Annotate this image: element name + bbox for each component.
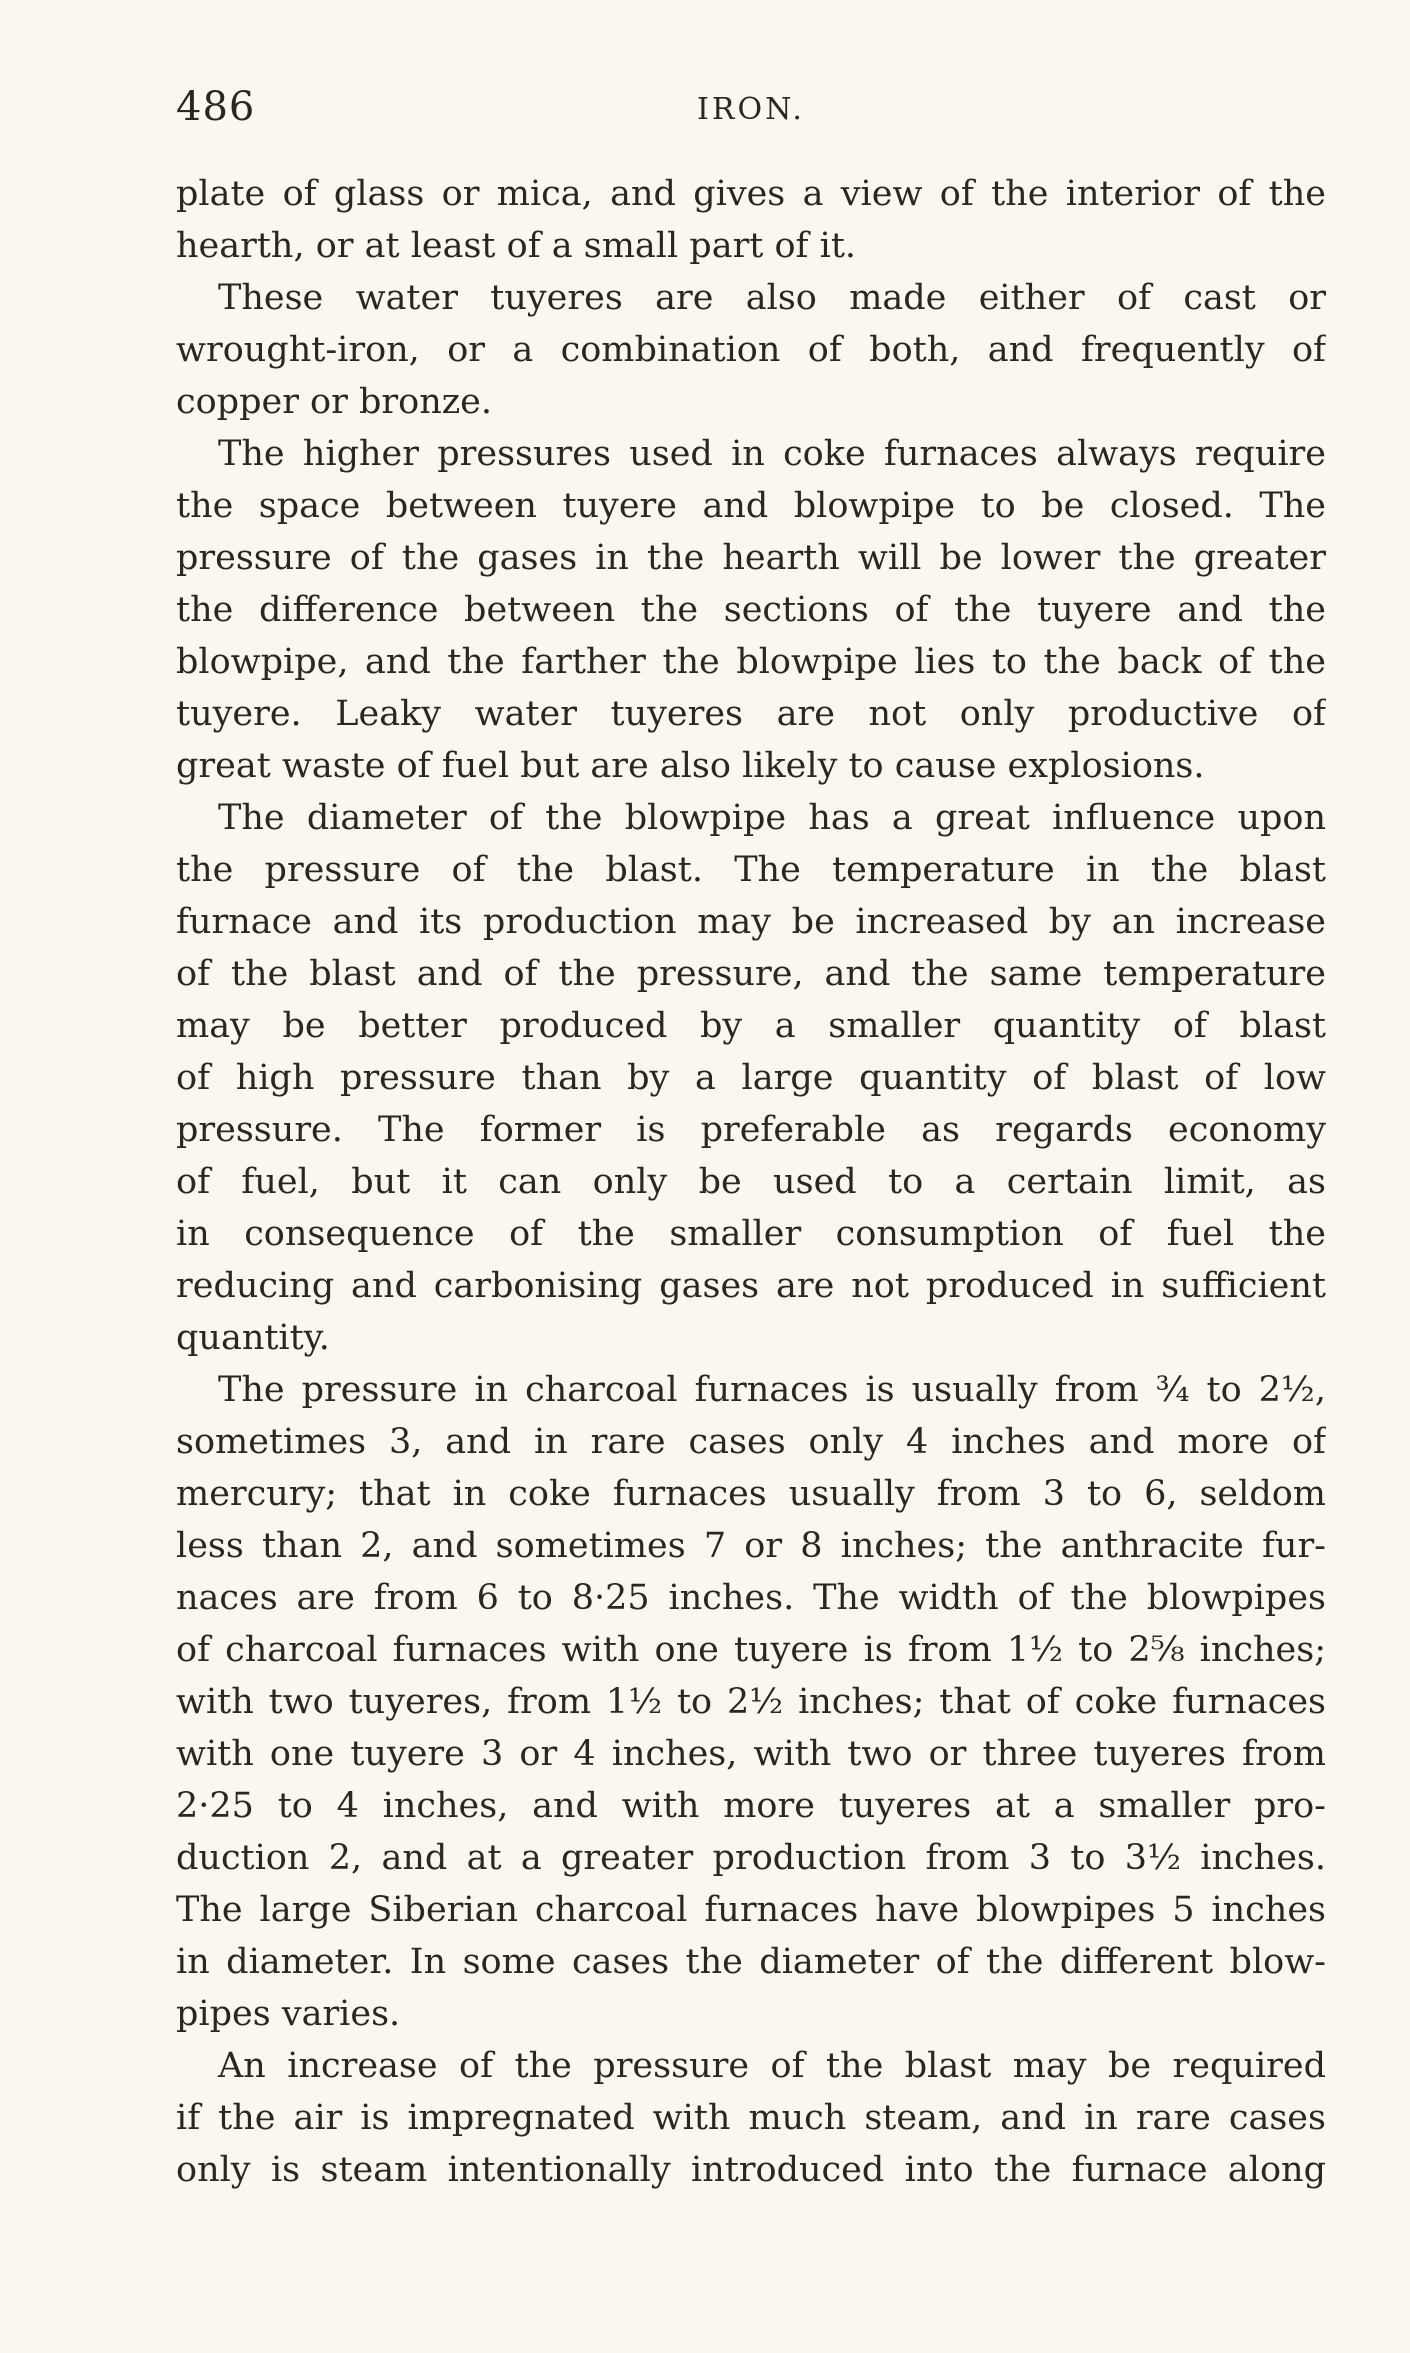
text-line: pressure of the gases in the hearth will be lower the greater [176,538,1326,578]
page-number: 486 [176,84,256,130]
body-text [176,168,1326,2196]
text-line: mercury; that in coke furnaces usually from 3 to 6, seldom [176,1474,1326,1514]
text-line: of fuel, but it can only be used to a certain limit, as [176,1162,1326,1202]
text-line: the space between tuyere and blowpipe to be closed. The [176,486,1326,526]
text-line: furnace and its production may be increased by an increase [176,902,1326,942]
text-line: reducing and carbonising gases are not produced in sufficient [176,1266,1326,1306]
running-title: IRON. [697,92,805,127]
text-line: pipes varies. [176,1994,401,2034]
text-line: The large Siberian charcoal furnaces have blowpipes 5 inches [176,1890,1326,1930]
text-line: with two tuyeres, from 1½ to 2½ inches; that of coke furnaces [176,1682,1326,1722]
text-line: sometimes 3, and in rare cases only 4 inches and more of [176,1422,1326,1462]
text-line: naces are from 6 to 8·25 inches. The width of the blowpipes [176,1578,1326,1618]
text-line: of the blast and of the pressure, and the same temperature [176,954,1326,994]
text-line: An increase of the pressure of the blast may be required [218,2046,1326,2086]
text-line: pressure. The former is preferable as regards economy [176,1110,1326,1150]
text-line: great waste of fuel but are also likely to cause explosions. [176,746,1205,786]
text-line: plate of glass or mica, and gives a view of the interior of the [176,174,1326,214]
text-line: the difference between the sections of the tuyere and the [176,590,1326,630]
text-line: less than 2, and sometimes 7 or 8 inches; the anthracite fur- [176,1526,1326,1566]
text-line: of charcoal furnaces with one tuyere is from 1½ to 2⅝ inches; [176,1630,1326,1670]
text-line: in diameter. In some cases the diameter of the different blow- [176,1942,1326,1982]
text-line: 2·25 to 4 inches, and with more tuyeres at a smaller pro- [176,1786,1326,1826]
text-line: with one tuyere 3 or 4 inches, with two or three tuyeres from [176,1734,1326,1774]
text-line: The pressure in charcoal furnaces is usually from ¾ to 2½, [218,1370,1326,1410]
text-line: quantity. [176,1318,330,1358]
text-line: duction 2, and at a greater production from 3 to 3½ inches. [176,1838,1326,1878]
text-line: The diameter of the blowpipe has a great influence upon [218,798,1326,838]
text-line: of high pressure than by a large quantity of blast of low [176,1058,1326,1098]
text-line: if the air is impregnated with much steam, and in rare cases [176,2098,1326,2138]
text-line: only is steam intentionally introduced into the furnace along [176,2150,1326,2190]
text-line: tuyere. Leaky water tuyeres are not only productive of [176,694,1326,734]
text-line: the pressure of the blast. The temperature in the blast [176,850,1326,890]
text-line: wrought-iron, or a combination of both, and frequently of [176,330,1326,370]
text-line: These water tuyeres are also made either of cast or [218,278,1326,318]
text-line: The higher pressures used in coke furnaces always require [218,434,1326,474]
text-line: blowpipe, and the farther the blowpipe lies to the back of the [176,642,1326,682]
text-line: may be better produced by a smaller quantity of blast [176,1006,1326,1046]
text-line: hearth, or at least of a small part of it. [176,226,857,266]
text-line: in consequence of the smaller consumption of fuel the [176,1214,1326,1254]
running-head [176,84,1326,134]
text-line: copper or bronze. [176,382,493,422]
